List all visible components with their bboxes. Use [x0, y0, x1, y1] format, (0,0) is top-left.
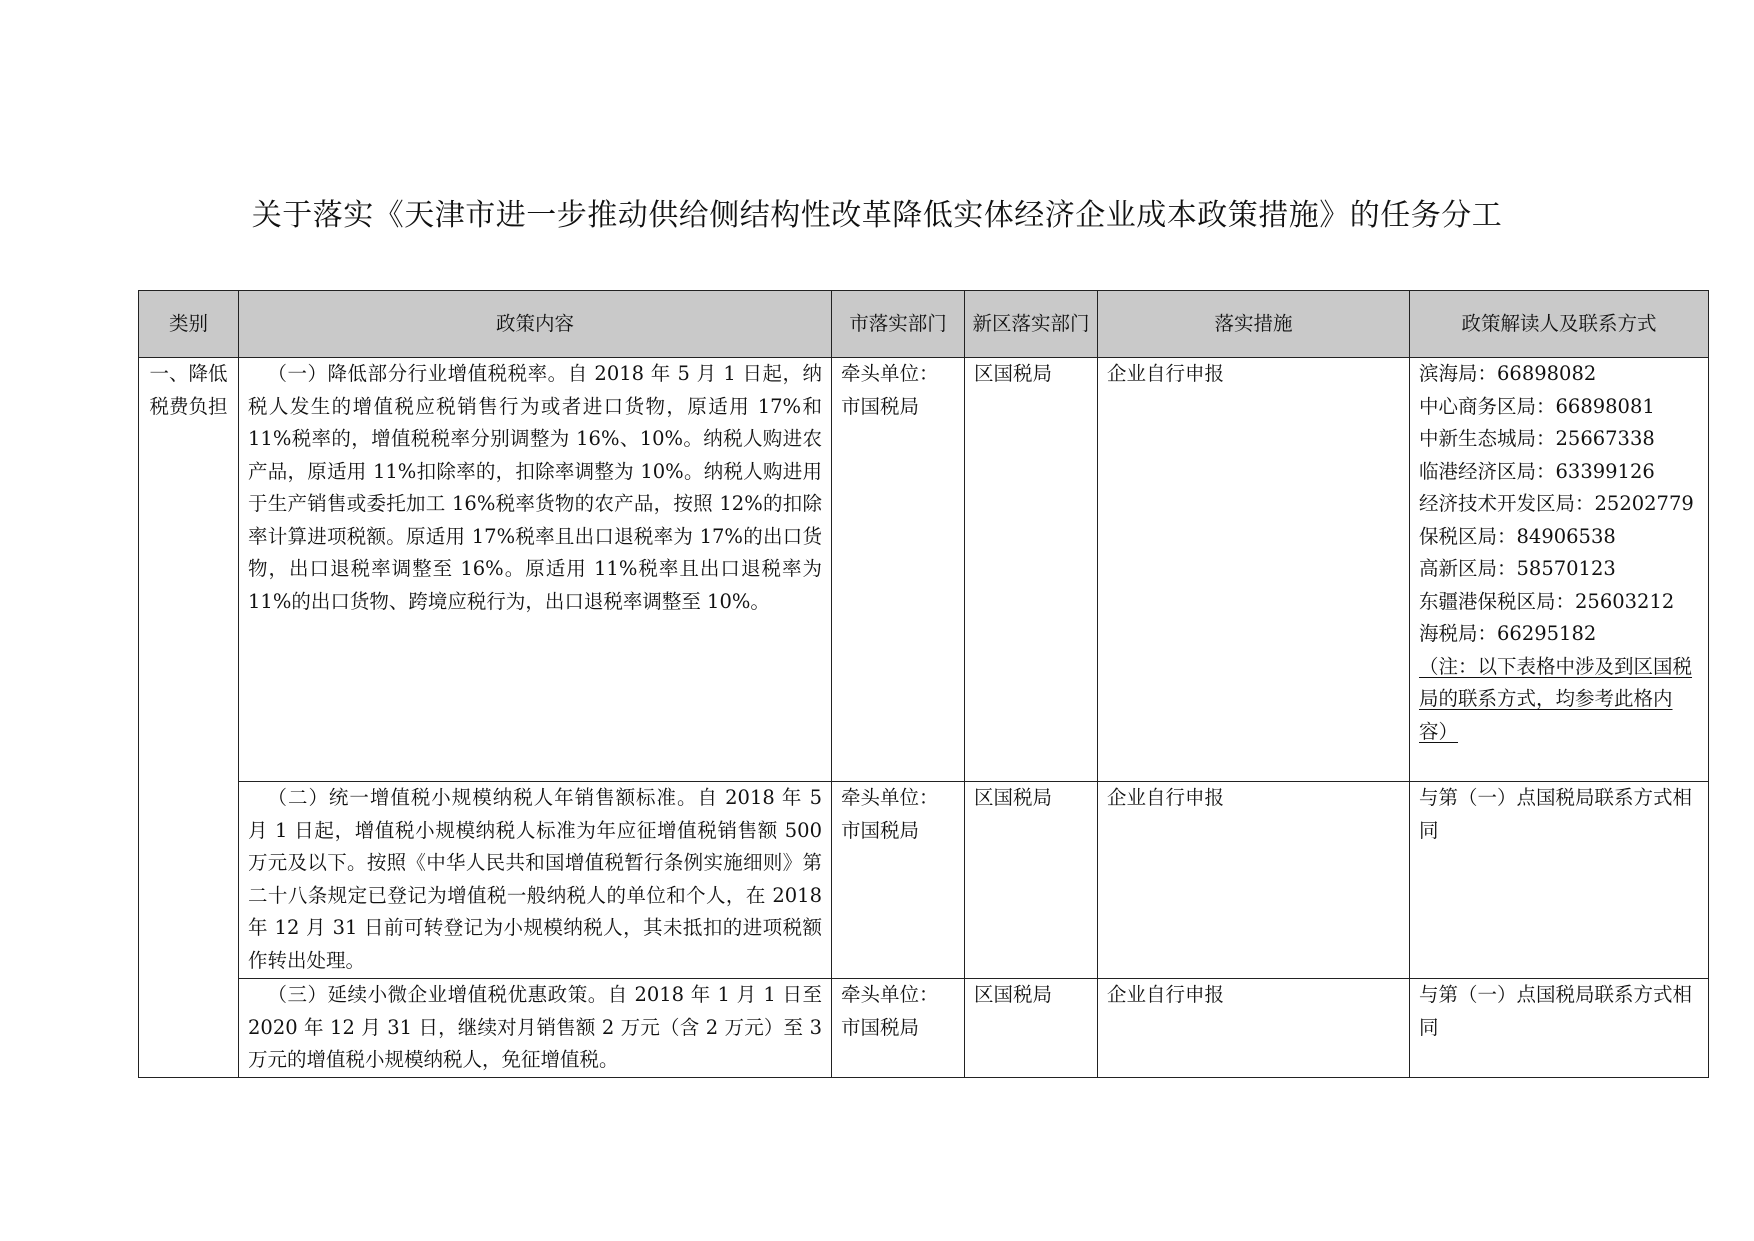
header-contact: 政策解读人及联系方式	[1410, 291, 1709, 358]
policy-content-cell: （三）延续小微企业增值税优惠政策。自 2018 年 1 月 1 日至 2020 年 12 月 31 日，继续对月销售额 2 万元（含 2 万元）至 3 万元的增值税小规模纳税人，免征增值税。	[239, 979, 832, 1078]
header-city-department: 市落实部门	[832, 291, 965, 358]
city-department-cell: 牵头单位：市国税局	[832, 358, 965, 782]
measures-cell: 企业自行申报	[1098, 979, 1410, 1078]
header-policy-content: 政策内容	[239, 291, 832, 358]
contact-line: 中心商务区局：66898081	[1419, 394, 1655, 418]
contact-cell	[1410, 358, 1709, 782]
contact-line: 保税区局：84906538	[1419, 524, 1616, 548]
city-department-cell: 牵头单位：市国税局	[832, 782, 965, 979]
measures-cell: 企业自行申报	[1098, 782, 1410, 979]
contact-line: 海税局：66295182	[1419, 622, 1597, 645]
header-measures: 落实措施	[1098, 291, 1410, 358]
page-title: 关于落实《天津市进一步推动供给侧结构性改革降低实体经济企业成本政策措施》的任务分工	[251, 198, 1503, 233]
policy-content-cell: （二）统一增值税小规模纳税人年销售额标准。自 2018 年 5 月 1 日起，增值税小规模纳税人标准为年应征增值税销售额 500 万元及以下。按照《中华人民共和国增值税暂行条例实施细则》第二十八条规定已登记为增值税一般纳税人的单位和个人，在 2018 年 12 月 31 日前可转登记为小规模纳税人，其未抵扣的进项税额作转出处理。	[239, 782, 832, 979]
contact-line: 滨海局：66898082	[1419, 362, 1597, 385]
contact-line: 中新生态城局：25667338	[1419, 427, 1655, 450]
city-department-cell: 牵头单位：市国税局	[832, 979, 965, 1078]
contact-line: 经济技术开发区局：25202779	[1419, 492, 1694, 515]
header-district-department: 新区落实部门	[965, 291, 1098, 358]
district-department-cell: 区国税局	[965, 358, 1098, 782]
table-row	[139, 782, 1709, 979]
table-row	[139, 358, 1709, 782]
table-row	[139, 979, 1709, 1078]
district-department-cell: 区国税局	[965, 979, 1098, 1078]
contact-cell: 与第（一）点国税局联系方式相同	[1410, 979, 1709, 1078]
contact-line: 东疆港保税区局：25603212	[1419, 589, 1675, 613]
measures-cell: 企业自行申报	[1098, 358, 1410, 782]
header-category: 类别	[139, 291, 239, 358]
category-cell: 一、降低税费负担	[139, 358, 239, 1078]
task-division-table	[138, 290, 1709, 1078]
contact-cell: 与第（一）点国税局联系方式相同	[1410, 782, 1709, 979]
contact-note: （注：以下表格中涉及到区国税局的联系方式，均参考此格内容）	[1419, 654, 1693, 743]
district-department-cell: 区国税局	[965, 782, 1098, 979]
contact-line: 高新区局：58570123	[1419, 557, 1616, 580]
policy-content-cell: （一）降低部分行业增值税税率。自 2018 年 5 月 1 日起，纳税人发生的增值税应税销售行为或者进口货物，原适用 17%和 11%税率的，增值税税率分别调整为 16%、10%。纳税人购进农产品，原适用 11%扣除率的，扣除率调整为 10%。纳税人购进用于生产销售或委托加工 16%税率货物的农产品，按照 12%的扣除率计算进项税额。原适用 17%税率且出口退税率为 17%的出口货物，出口退税率调整至 16%。原适用 11%税率且出口退税率为 11%的出口货物、跨境应税行为，出口退税率调整至 10%。	[239, 358, 832, 782]
contact-line: 临港经济区局：63399126	[1419, 459, 1655, 483]
table-header-row	[139, 291, 1709, 358]
